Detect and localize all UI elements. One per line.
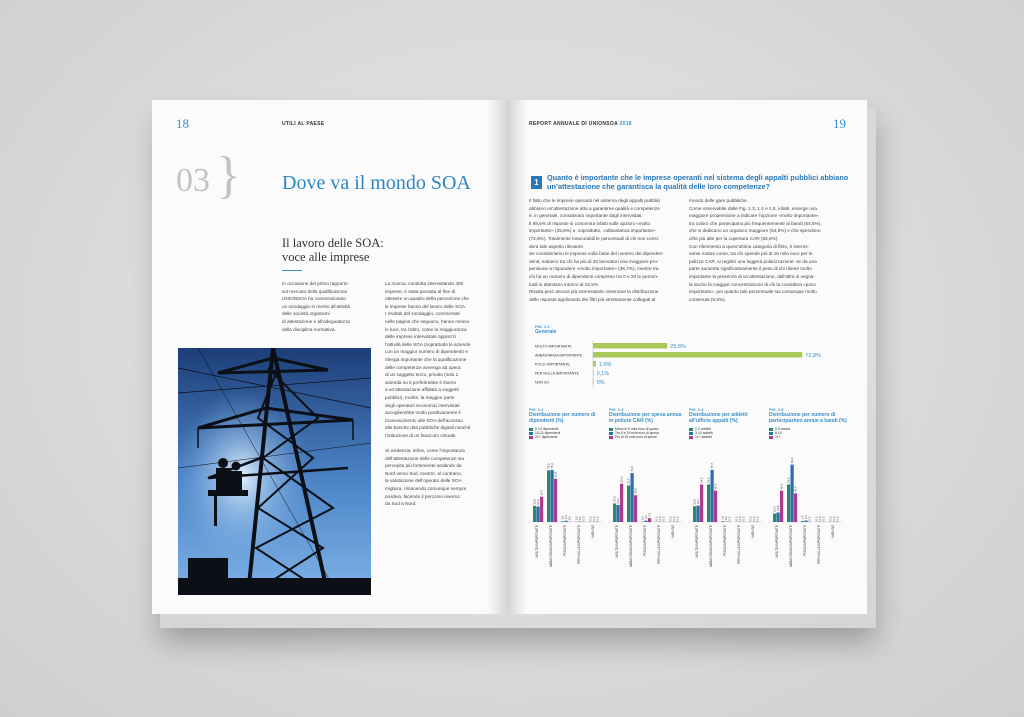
fig-bar-value: 24,7 [615, 498, 620, 504]
body-text-line: sante notare come, tra chi spende più di 15 mila euro per le [689, 251, 813, 257]
fig-bar [648, 518, 651, 522]
legend-entry [689, 435, 767, 439]
legend-label: Meno di 5 mila euro di spesa [615, 427, 659, 431]
fig-bar-value: 0,1 [577, 516, 582, 521]
body-text-line: da Sud a Nord. [385, 501, 417, 507]
fig-bar-value: 1,0 [720, 515, 725, 520]
section-subtitle-line-2: voce alle imprese [282, 250, 370, 264]
fig-bar-value: 0,0 [661, 516, 666, 521]
fig-title: Distribuzione per numero di dipendenti (%) [529, 412, 596, 424]
fig-bar-value: 23,7 [695, 498, 700, 505]
intro-text-line: di attestazione e all’adeguatezza [282, 318, 351, 324]
fig-bar-value: 0,0 [831, 516, 836, 521]
fig-bar-value: 13,8 [775, 505, 780, 511]
fig-bar-value: 27,0 [612, 496, 617, 502]
fig-bar [697, 506, 700, 522]
section-subtitle [282, 236, 384, 264]
right-body-column-1 [529, 197, 692, 303]
fig-category-label: ABBASTANZA IMPORTANTE [549, 525, 553, 568]
legend-label: Tra 5 e 15 mila euro di spesa [615, 431, 659, 435]
report-title: REPORT ANNUALE DI UNIONSOA [529, 121, 618, 127]
fig-title: Distribuzione per spesa annua in polizze CAR (%) [609, 412, 682, 424]
body-text-line: pensione a rispondere «molto importante» (36,7%), mentre tra [529, 266, 659, 272]
fig-bar-value: 0,0 [671, 516, 676, 521]
fig-bar [773, 514, 776, 522]
fig-bar-value: 0,0 [835, 516, 840, 521]
legend-label: 6-10 [775, 431, 782, 435]
fig-bar [620, 484, 623, 522]
fig-category-label: ABBASTANZA IMPORTANTE [629, 525, 633, 568]
fig-bar-value: 0,0 [817, 516, 822, 521]
body-text-line: dell’attestazione delle competenze sia [385, 455, 464, 461]
fig-bar-value: 75,6 [549, 462, 554, 469]
fig-legend [769, 427, 847, 439]
fig-bar-value: 0,5 [574, 516, 579, 521]
fig-2-heading [529, 407, 607, 439]
fig-bar [801, 521, 804, 522]
body-text-line: maggiore propensione a indicare l’opzione «molto importante» [689, 213, 819, 219]
fig-bar [721, 521, 724, 522]
fig-category-label: MOLTO IMPORTANTE [615, 525, 619, 558]
legend-label: 0-5 annue [775, 427, 791, 431]
intro-paragraph [282, 280, 382, 333]
fig-bar-value: 54,5 [786, 477, 791, 483]
fig-bar-value: 12,3 [772, 506, 777, 513]
fig-category-label: POCO IMPORTANTE [803, 525, 807, 556]
fig-legend [609, 427, 687, 439]
body-text-line: positiva, facendo il percorso inverso: [385, 493, 461, 499]
fig-4-chart [689, 450, 769, 580]
fig-category-label: PER NULLA IMPORTANTE [817, 525, 821, 565]
fig-bar-value: 1,5 [800, 515, 805, 520]
body-text-line: nelle pagine che seguono, hanno messo [385, 318, 470, 324]
fig-bar-value: 5,5 [647, 512, 652, 517]
body-text-line: Se consideriamo le imprese sulla base del numero dei dipenden- [529, 251, 664, 257]
fig-1-1-value-label: 72,8% [805, 353, 821, 359]
legend-label: 15-20 dipendenti [535, 431, 561, 435]
left-gutter-shade [487, 100, 509, 614]
body-text-line: La ricerca, condotta intervistando 400 [385, 281, 464, 286]
fig-bar-value: 38,9 [633, 488, 638, 494]
fig-category-label: POCO IMPORTANTE [643, 525, 647, 556]
legend-entry [609, 435, 687, 439]
fig-bar [777, 512, 780, 522]
body-text-line: mondo delle gare pubbliche. [689, 198, 748, 203]
fig-bar-value: 22,5 [535, 499, 540, 505]
fig-category-label: NON SO [591, 525, 595, 538]
fig-bar-value: 53,0 [626, 478, 631, 484]
fig-bar-value: 45,5 [713, 483, 718, 490]
body-text-line: Il fatto che le imprese operanti nel sistema degli appalti pubblici [529, 198, 661, 203]
fig-1-1-heading [535, 324, 556, 335]
fig-legend [689, 427, 767, 439]
fig-2-chart [529, 450, 609, 580]
fig-bar [540, 497, 543, 522]
fig-category-label: NON SO [671, 525, 675, 538]
fig-bar-value: 0,0 [755, 516, 760, 521]
legend-entry [529, 435, 607, 439]
fig-legend [529, 427, 607, 439]
body-text-line: Nord verso Sud, mentre, al contrario, [385, 470, 462, 476]
fig-bar-value: 36,7 [539, 489, 544, 496]
fig-bar-value: 45,5 [779, 483, 784, 490]
fig-bar-value: 0,6 [640, 516, 645, 521]
subtitle-rule [282, 270, 302, 271]
fig-1-1-caption: FIG. 1.1 [535, 324, 550, 329]
fig-bar-value: 2,0 [643, 515, 648, 520]
fig-bar [791, 465, 794, 522]
fig-caption: FIG. 1.2 [529, 407, 544, 412]
legend-swatch [609, 436, 613, 439]
legend-label: 11+ addetti [695, 435, 712, 439]
fig-bar-value: 1,8 [563, 515, 568, 520]
body-text-line: riconoscimento alle SOA dell’accesso [385, 417, 463, 423]
section-subtitle-line-1: Il lavoro delle SOA: [282, 236, 384, 250]
right-running-header [529, 121, 632, 127]
fig-bar-value: 1,0 [560, 515, 565, 520]
fig-1-1-category-label: PER NULLA IMPORTANTE [535, 371, 579, 376]
body-text-line: che vi dedicano un organico maggiore (54,5%) e che spendono [689, 228, 821, 234]
fig-bar-value: 75,0 [546, 463, 551, 469]
body-text-line: cifre più alte per la copertura CAR (55,6%). [689, 235, 779, 241]
fig-category-label: ABBASTANZA IMPORTANTE [709, 525, 713, 568]
fig-bar-value: 0,0 [734, 516, 739, 521]
intro-text-line: In occasione del primo rapporto [282, 281, 348, 286]
fig-bar-value: 0,0 [814, 516, 819, 521]
fig-bar-value: 0,0 [588, 516, 593, 521]
fig-bar [533, 506, 536, 522]
question-line-2: un’attestazione che garantisca la qualità delle loro competenze? [547, 182, 771, 191]
power-pylon-photo [178, 348, 371, 595]
fig-bar-value: 0,0 [741, 516, 746, 521]
body-text-line: in luce, tra l’altro, come la maggioranza [385, 326, 467, 332]
fig-bar [547, 470, 550, 522]
fig-1-1-value-label: 1,0% [598, 362, 612, 368]
body-text-line: percepita più fortemente andando da [385, 463, 462, 469]
fig-category-label: ABBASTANZA IMPORTANTE [789, 525, 793, 568]
body-text-line: Con riferimento a quest’ultima categoria di filtro, è interes- [689, 243, 810, 249]
intro-text-line: UNIONSOA ha commissionato [282, 296, 346, 302]
fig-title: Distribuzione per numero di partecipazioni annue a bandi (%) [769, 412, 847, 424]
body-text-line: l’attività delle SOA (soprattutto le aziende [385, 341, 471, 347]
legend-swatch [689, 436, 693, 439]
fig-3-chart [609, 450, 689, 580]
body-text-line: è, in generale, considerato importante dagli intervistati. [529, 213, 643, 219]
fig-bar [627, 485, 630, 522]
fig-4-heading [689, 407, 767, 439]
fig-category-label: POCO IMPORTANTE [563, 525, 567, 556]
body-text-line: ritenga importante che la qualificazione [385, 356, 467, 362]
fig-bar-value: 83,3 [789, 457, 794, 464]
fig-bar-value: 0,0 [595, 516, 600, 521]
fig-bar-value: 0,0 [748, 516, 753, 521]
fig-bar-value: 0,6 [723, 516, 728, 521]
fig-bar-value: 0,0 [751, 516, 756, 521]
body-text-line: dera tale aspetto rilevante. [529, 243, 585, 249]
right-gutter-shade [509, 100, 527, 614]
body-text-line: Si evidenzia, infine, come l’importanza [385, 448, 465, 454]
fig-category-label: PER NULLA IMPORTANTE [657, 525, 661, 565]
legend-label: 3-10 addetti [695, 431, 713, 435]
body-text-line: la anche la maggior concentrazione di chi la considera «poco [689, 281, 816, 287]
fig-bar [634, 495, 637, 522]
fig-1-1-value-label: 25,8% [670, 344, 686, 350]
fig-category-label: NON SO [831, 525, 835, 538]
legend-swatch [529, 436, 533, 439]
body-text-line: tra coloro che partecipano più frequentemente ai bandi (54,5%), [689, 220, 822, 226]
body-text-line [385, 439, 500, 447]
question-number-badge: 1 [531, 176, 542, 189]
right-body-column-2 [689, 197, 854, 303]
fig-category-label: MOLTO IMPORTANTE [775, 525, 779, 558]
fig-bar-value: 0,0 [654, 516, 659, 521]
fig-bar-value: 0,0 [657, 516, 662, 521]
fig-bar-value: 75,7 [709, 462, 714, 469]
fig-bar-value: 0,0 [591, 516, 596, 521]
fig-bar-value: 0,0 [675, 516, 680, 521]
fig-caption: FIG. 1.4 [689, 407, 704, 412]
body-text-line: azienda su 5 preferirebbe il ritorno [385, 379, 457, 385]
body-text-line: denti, notiamo tra chi ha più di 20 lavoratori una maggiore pro- [529, 258, 659, 264]
body-text-line: delle competenze avvenga ad opera [385, 364, 461, 370]
fig-bar [693, 506, 696, 522]
body-text-line: le imprese hanno del lavoro delle SOA. [385, 303, 467, 309]
legend-label: 1-2 addetti [695, 427, 712, 431]
fig-bar [787, 484, 790, 522]
fig-bar-value: 0,0 [821, 516, 826, 521]
body-text-line: contenuta (5,5%). [689, 296, 727, 302]
body-text-line: a un’attestazione affidata a soggetti [385, 387, 459, 393]
fig-caption: FIG. 1.5 [769, 407, 784, 412]
body-text-line: l’istituzione di un fascicolo virtuale. [385, 432, 457, 438]
legend-label: 11+ [775, 435, 781, 439]
fig-bar [537, 507, 540, 523]
fig-caption: FIG. 1.3 [609, 407, 624, 412]
fig-bar [711, 470, 714, 522]
body-text-line: abbiano un’attestazione atta a garantirne qualità e competenze [529, 205, 660, 211]
body-text-line: con un maggior numero di dipendenti) e [385, 349, 468, 355]
fig-category-label: MOLTO IMPORTANTE [695, 525, 699, 558]
body-text-line: parte aumenta significativamente il peso di chi ritiene molto [689, 266, 812, 272]
chapter-title: Dove va il mondo SOA [282, 172, 471, 194]
fig-bar-value: 71,0 [629, 466, 634, 472]
fig-bar-value: 0,5 [567, 516, 572, 521]
body-text-line: pubblici). Inoltre, la maggior parte [385, 394, 455, 400]
fig-bar [554, 479, 557, 522]
intro-text-line: sul mercato della qualificazione [282, 288, 348, 294]
intro-text-line: della disciplina normativa. [282, 326, 336, 332]
fig-bar [645, 521, 648, 522]
body-text-line: chi ha un numero di dipendenti compreso tra 0 e 20 le percen- [529, 273, 659, 279]
fig-bar [613, 503, 616, 522]
fig-1-1-bar [593, 352, 802, 358]
legend-label: Più di 15 mila euro di spesa [615, 435, 657, 439]
legend-swatch [769, 436, 773, 439]
fig-bar-value: 41,5 [793, 486, 798, 492]
fig-bar-value: 0,0 [807, 516, 812, 521]
fig-bar-value: 0,0 [727, 516, 732, 521]
fig-bar [561, 521, 564, 522]
body-text-line: I risultati del sondaggio, commentati [385, 311, 460, 317]
fig-bar-value: 0,0 [737, 516, 742, 521]
fig-bar [714, 491, 717, 522]
question-heading [547, 173, 857, 191]
fig-5-heading [769, 407, 847, 439]
fig-1-1-category-label: NON SO [535, 380, 550, 385]
body-text-line: Risulta però ancora più interessante osservare la distribuzione [529, 289, 659, 295]
right-page [509, 100, 867, 614]
body-text-line: imprese, è stata pensata al fine di [385, 288, 456, 294]
body-text-line: delle risposte applicando dei filtri più strettamente collegati al [529, 296, 656, 302]
body-text-line: degli operatori economici intervistati [385, 402, 460, 408]
body-text-line: polizze CAR, si registri una leggera polarizzazione: se da una [689, 258, 817, 264]
report-year: 2018 [619, 121, 632, 127]
body-text-line: importante la presenza di un’attestazione, dall’altra si segna- [689, 273, 815, 279]
legend-entry [769, 435, 847, 439]
body-text-line: accoglierebbe molto positivamente il [385, 410, 461, 416]
fig-bar [707, 484, 710, 522]
fig-bar-value: 0,0 [668, 516, 673, 521]
fig-bar-value: 54,5 [699, 477, 704, 483]
fig-bar-value: 23,5 [532, 498, 537, 505]
fig-1-1-category-label: POCO IMPORTANTE [535, 362, 570, 367]
fig-1-1-value-label: 0,1% [596, 371, 610, 377]
fig-3-heading [609, 407, 687, 439]
legend-label: 21+ dipendenti [535, 435, 558, 439]
intro-text-line: un sondaggio in merito all’attività [282, 303, 351, 309]
fig-1-1-chart [535, 340, 835, 395]
body-text-line: importante», per quanto tale percentuale sia comunque molto [689, 289, 817, 295]
body-text-line: ottenere un quadro della percezione che [385, 296, 469, 302]
fig-category-label: PER NULLA IMPORTANTE [577, 525, 581, 565]
fig-bar [794, 493, 797, 522]
question-line-1: Quanto è importante che le imprese operanti nel sistema degli appalti pubblici abbiano [547, 173, 849, 182]
body-text-line: tuali si attestano intorno al 22,5%. [529, 281, 600, 287]
fig-bar [780, 491, 783, 522]
fig-bar [631, 473, 634, 522]
fig-1-1-category-label: ABBASTANZA IMPORTANTE [535, 353, 583, 358]
left-page-number: 18 [176, 116, 189, 131]
chapter-brace-ornament: } [216, 147, 241, 204]
fig-bar-value: 62,8 [553, 471, 558, 478]
intro-text-line: delle società organismi [282, 311, 330, 317]
fig-1-1-bar [593, 343, 667, 349]
fig-bar-value: 2,1 [803, 515, 808, 520]
left-running-header: UTILI AL PAESE [282, 121, 325, 127]
fig-category-label: NON SO [751, 525, 755, 538]
fig-bar-value: 0,0 [828, 516, 833, 521]
fig-bar [700, 484, 703, 522]
fig-title: Distribuzione per addetti all’ufficio appalti (%) [689, 412, 748, 424]
fig-bar [617, 505, 620, 522]
fig-bar-value: 0,0 [581, 516, 586, 521]
body-text-line: migliora, rimanendo comunque sempre [385, 486, 467, 492]
body-text-line: alle banche dati pubbliche digitali nonché [385, 425, 471, 431]
right-page-number: 19 [833, 116, 846, 131]
fig-1-1-category-label: MOLTO IMPORTANTE [535, 344, 572, 349]
left-page [152, 100, 509, 614]
legend-label: 0-14 dipendenti [535, 427, 559, 431]
body-text-line: (72,8%). Totalmente trascurabili le percentuali di chi non consi- [529, 235, 660, 241]
fig-1-1-bar [593, 361, 596, 367]
body-text-line: di un soggetto terzo, privato (solo 1 [385, 372, 459, 378]
fig-1-1-title: Generale [535, 329, 557, 335]
fig-5-chart [769, 450, 849, 580]
fig-category-label: PER NULLA IMPORTANTE [737, 525, 741, 565]
fig-category-label: POCO IMPORTANTE [723, 525, 727, 556]
body-text-line: Il 98,6% di risposte si concentra infatti sulle opzioni «molto [529, 220, 651, 226]
body-text-line: importante» (25,8%) e, soprattutto, «abbastanza importante» [529, 228, 656, 234]
body-text-line: Come osservabile dalle Fig. 1.3, 1.4 e 1.5, infatti, emerge una [689, 205, 817, 211]
fig-1-1-value-label: 0% [596, 380, 605, 386]
chapter-number: 03 [176, 162, 210, 199]
fig-bar-value: 55,6 [619, 476, 624, 483]
fig-bar-value: 22,9 [692, 499, 697, 505]
fig-category-label: MOLTO IMPORTANTE [535, 525, 539, 558]
fig-bar-value: 54,5 [706, 477, 711, 483]
body-text-line: delle imprese intervistate apprezzi [385, 334, 456, 340]
body-text-line: la valutazione dell’operato delle SOA [385, 478, 462, 484]
left-body-column [385, 280, 500, 508]
